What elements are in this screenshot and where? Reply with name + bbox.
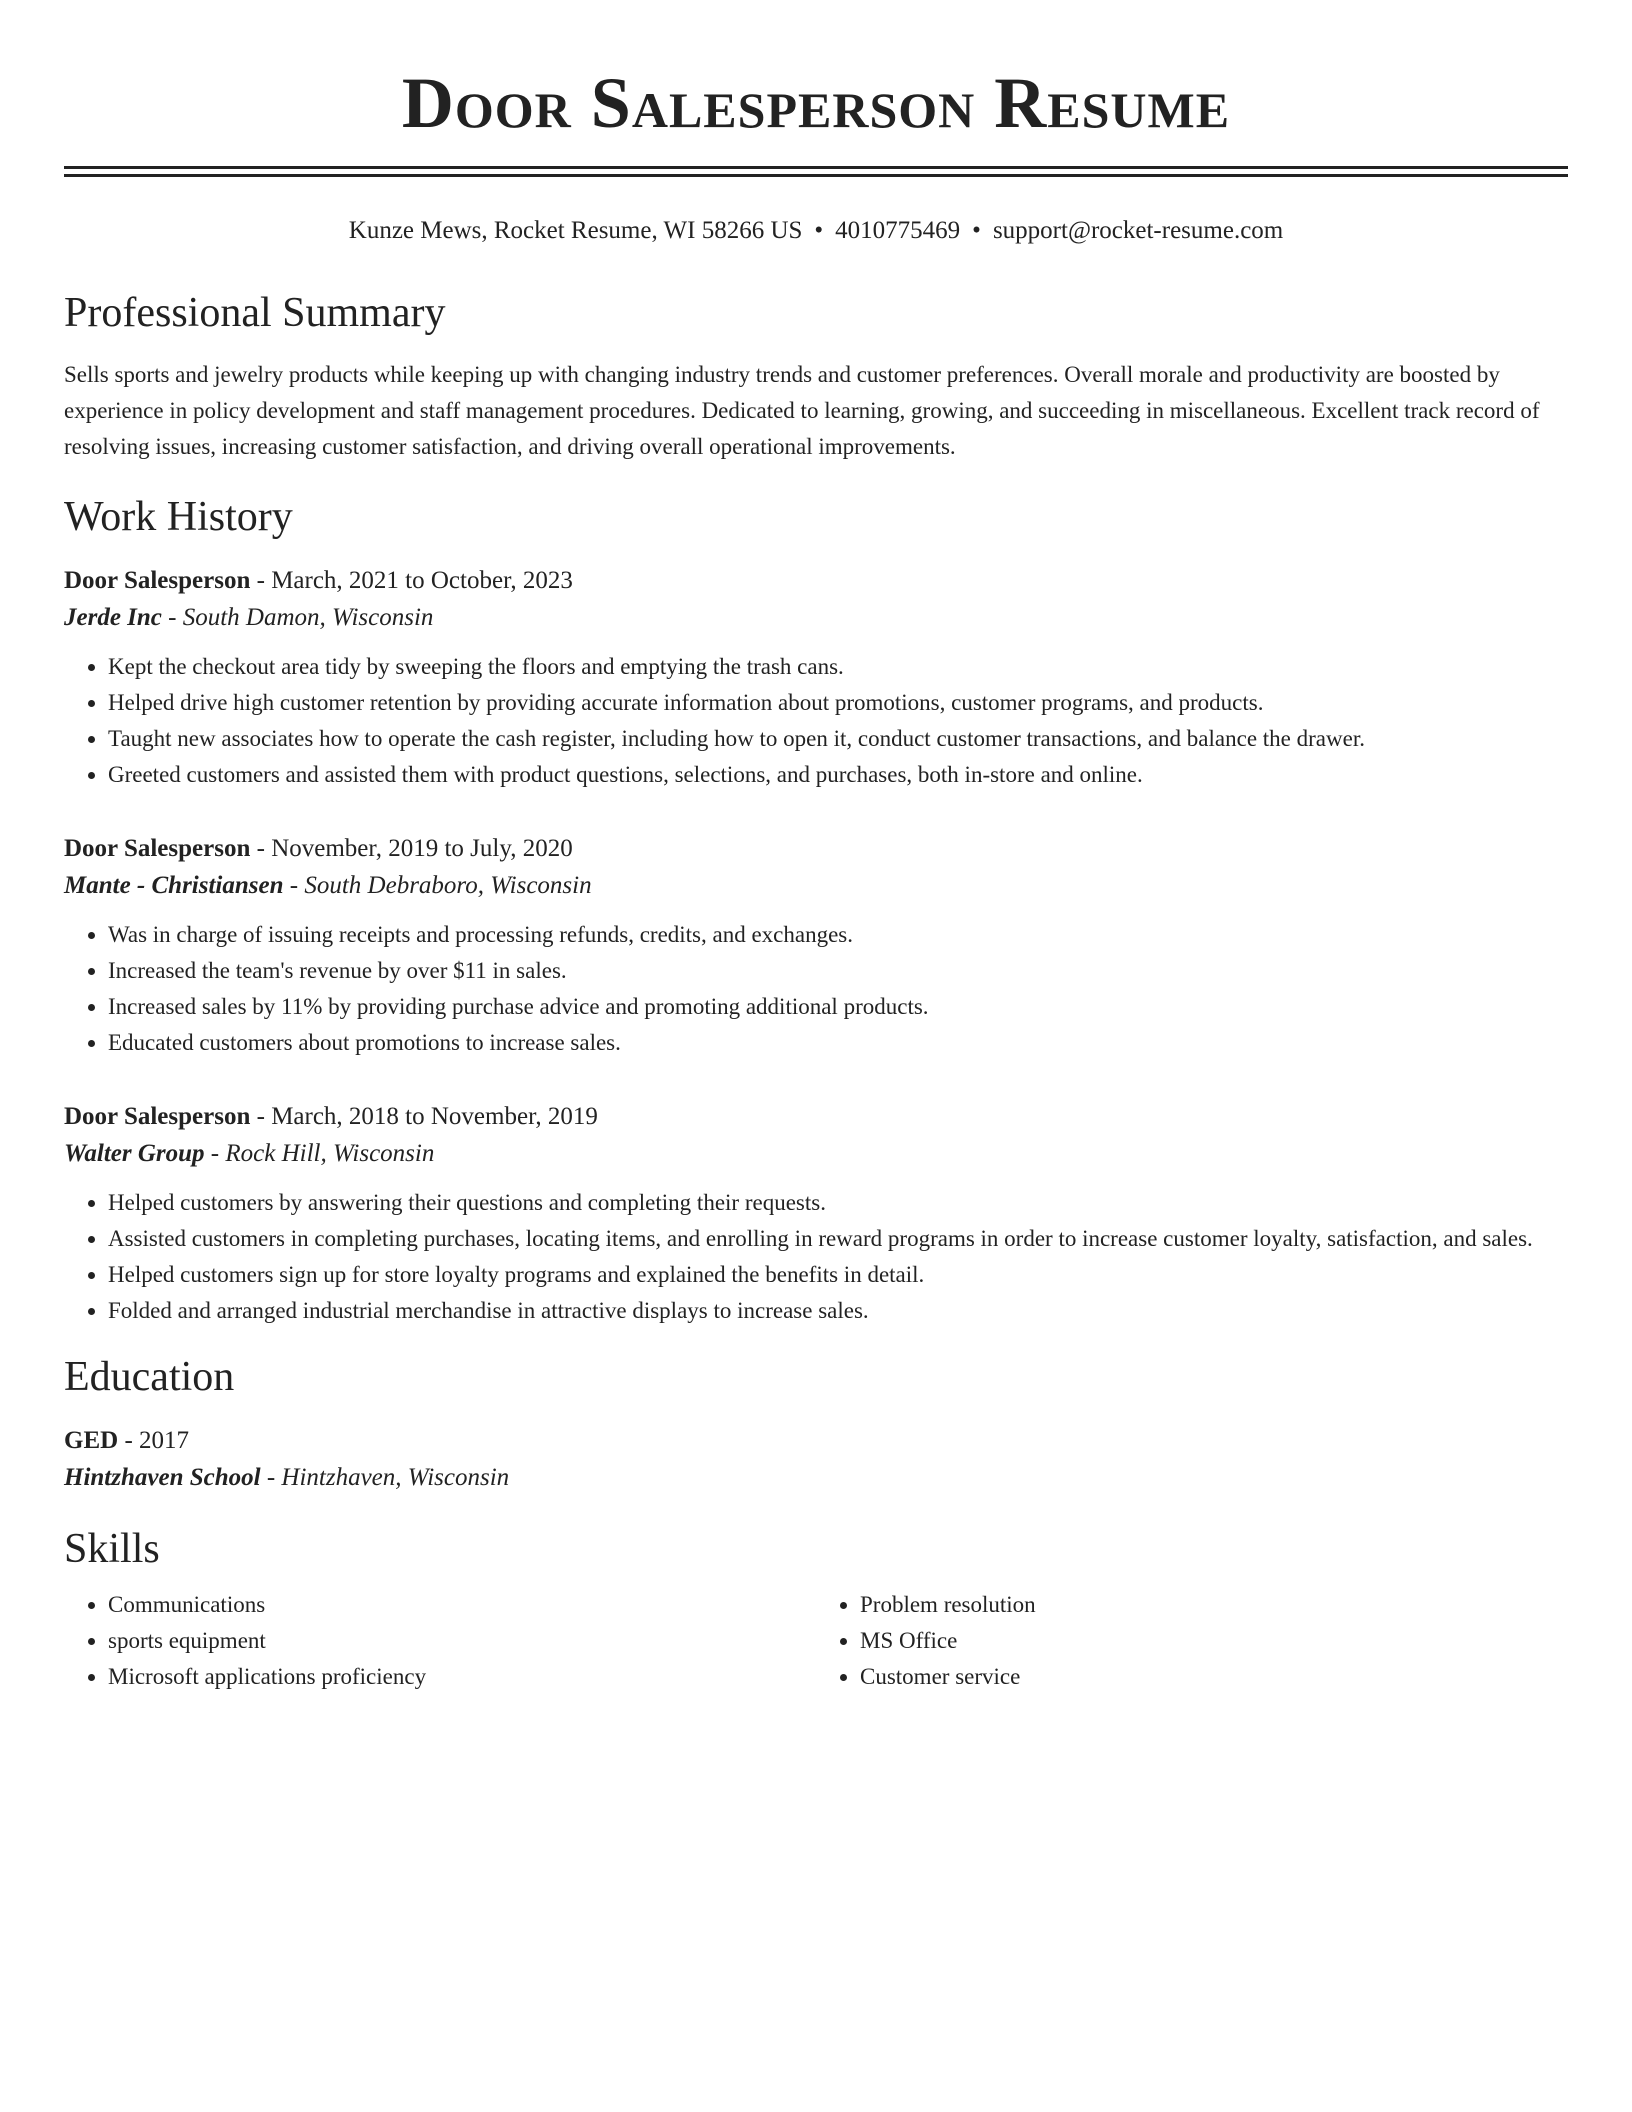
contact-email: support@rocket-resume.com xyxy=(992,217,1284,244)
job-location: Rock Hill, Wisconsin xyxy=(225,1140,435,1167)
education-location: Hintzhaven, Wisconsin xyxy=(281,1464,510,1491)
contact-line xyxy=(64,215,1568,247)
contact-separator: • xyxy=(972,217,981,244)
job-title-line xyxy=(64,563,1568,599)
job-bullets xyxy=(64,1185,1568,1329)
job-entry xyxy=(64,563,1568,793)
job-company-line xyxy=(64,867,1568,905)
education-dash: - xyxy=(118,1427,140,1454)
skills-list xyxy=(64,1587,1568,1695)
job-entry xyxy=(64,831,1568,1061)
job-title: Door Salesperson xyxy=(64,567,251,594)
job-bullet: • Taught new associates how to operate the cash register, including how to open it, conduct customer transactions, and balance the drawer. xyxy=(108,721,1568,757)
job-dash: - xyxy=(161,604,183,631)
job-dash: - xyxy=(283,872,305,899)
contact-phone: 4010775469 xyxy=(835,217,961,244)
job-company: Jerde Inc xyxy=(64,604,162,631)
title-divider xyxy=(64,166,1568,177)
job-dates: March, 2018 to November, 2019 xyxy=(271,1103,598,1130)
job-dates: November, 2019 to July, 2020 xyxy=(271,835,573,862)
skill-item: • Problem resolution xyxy=(860,1587,1568,1623)
job-bullets xyxy=(64,917,1568,1061)
job-location: South Damon, Wisconsin xyxy=(182,604,434,631)
job-bullet: • Greeted customers and assisted them with product questions, selections, and purchases, both in-store and online. xyxy=(108,757,1568,793)
job-company-line xyxy=(64,1135,1568,1173)
work-history-heading: Work History xyxy=(64,494,293,540)
job-title-line xyxy=(64,831,1568,867)
job-company-line xyxy=(64,599,1568,637)
skill-item: • Customer service xyxy=(860,1659,1568,1695)
job-dates: March, 2021 to October, 2023 xyxy=(271,567,573,594)
job-title: Door Salesperson xyxy=(64,1103,251,1130)
job-bullet: • Helped customers by answering their questions and completing their requests. xyxy=(108,1185,1568,1221)
education-school-line xyxy=(64,1459,1568,1497)
summary-heading: Professional Summary xyxy=(64,290,446,336)
education-year: 2017 xyxy=(139,1427,190,1454)
skills-column-right xyxy=(816,1587,1568,1695)
contact-separator: • xyxy=(814,217,824,244)
skill-item: • Communications xyxy=(108,1587,816,1623)
job-bullet: • Assisted customers in completing purchases, locating items, and enrolling in reward programs in order to increase customer loyalty, satisfaction, and sales. xyxy=(108,1221,1568,1257)
job-dash: - xyxy=(250,835,272,862)
job-entry xyxy=(64,1099,1568,1329)
education-school: Hintzhaven School xyxy=(64,1464,261,1491)
job-title-line xyxy=(64,1099,1568,1135)
education-heading: Education xyxy=(64,1354,235,1400)
job-dash: - xyxy=(250,1103,272,1130)
resume-title: Door Salesperson Resume xyxy=(401,63,1231,143)
skill-item: • MS Office xyxy=(860,1623,1568,1659)
skill-item: • sports equipment xyxy=(108,1623,816,1659)
job-bullet: • Folded and arranged industrial merchandise in attractive displays to increase sales. xyxy=(108,1293,1568,1329)
skills-column-left xyxy=(64,1587,816,1695)
job-title: Door Salesperson xyxy=(64,835,251,862)
skill-item: • Microsoft applications proficiency xyxy=(108,1659,816,1695)
job-company: Walter Group xyxy=(64,1140,205,1167)
job-dash: - xyxy=(204,1140,226,1167)
education-degree-line xyxy=(64,1423,1568,1459)
job-bullet: • Helped drive high customer retention by providing accurate information about promotions, customer programs, and products. xyxy=(108,685,1568,721)
education-entry xyxy=(64,1423,1568,1497)
job-bullets xyxy=(64,649,1568,793)
skills-heading: Skills xyxy=(64,1526,160,1572)
job-dash: - xyxy=(250,567,272,594)
summary-text: Sells sports and jewelry products while keeping up with changing industry trends and customer preferences. Overall morale and productivity are boosted by experience in policy development and staff management procedures. Dedicated to learning, growing, and succeeding in miscellaneous. Excellent track record of resolving issues, increasing customer satisfaction, and driving overall operational improvements. xyxy=(64,362,1540,459)
job-bullet: • Was in charge of issuing receipts and processing refunds, credits, and exchanges. xyxy=(108,917,1568,953)
job-bullet: • Increased sales by 11% by providing purchase advice and promoting additional products. xyxy=(108,989,1568,1025)
education-dash: - xyxy=(260,1464,282,1491)
job-location: South Debraboro, Wisconsin xyxy=(304,872,592,899)
contact-address: Kunze Mews, Rocket Resume, WI 58266 US xyxy=(348,217,803,244)
job-bullet: • Increased the team's revenue by over $11 in sales. xyxy=(108,953,1568,989)
job-company: Mante - Christiansen xyxy=(64,872,284,899)
education-degree: GED xyxy=(64,1427,119,1454)
job-bullet: • Educated customers about promotions to increase sales. xyxy=(108,1025,1568,1061)
job-bullet: • Kept the checkout area tidy by sweeping the floors and emptying the trash cans. xyxy=(108,649,1568,685)
job-bullet: • Helped customers sign up for store loyalty programs and explained the benefits in detail. xyxy=(108,1257,1568,1293)
